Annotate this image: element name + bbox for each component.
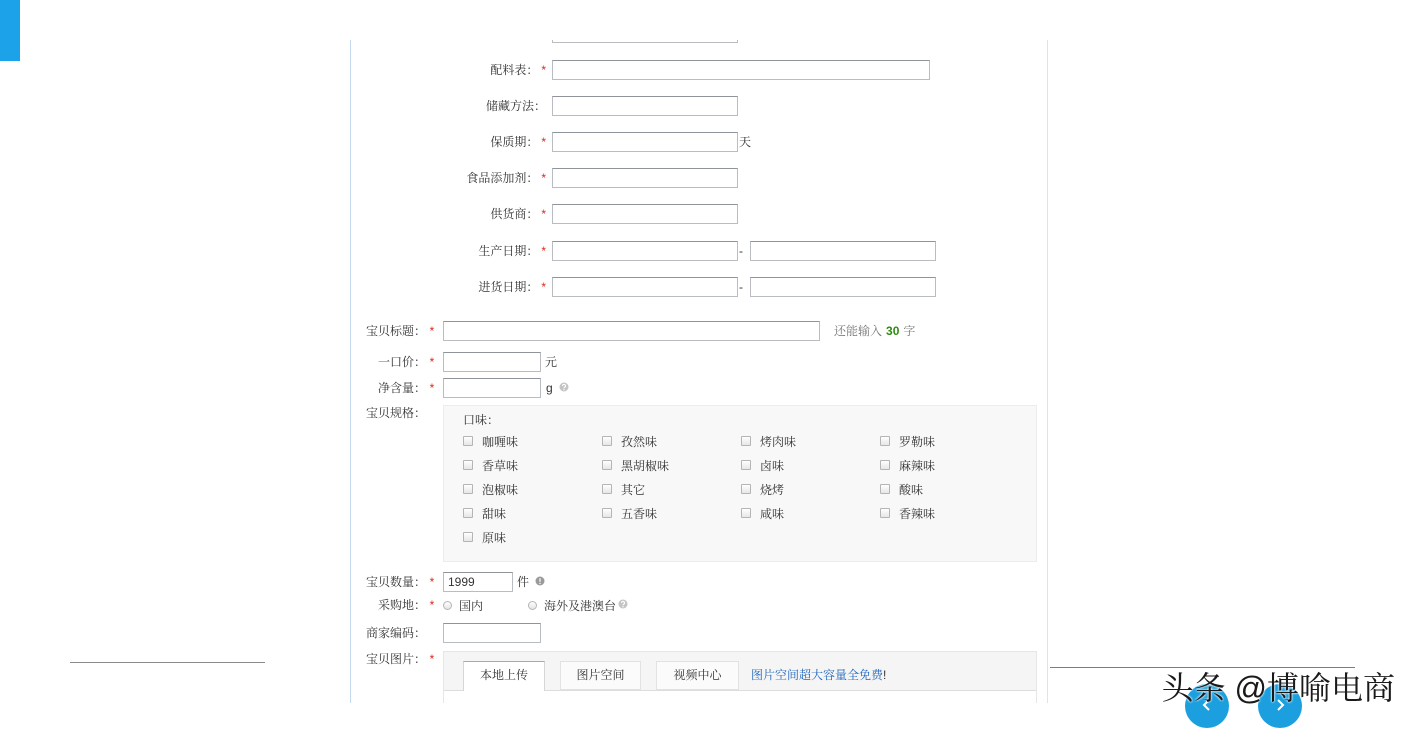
flavor-option[interactable] (741, 429, 880, 453)
flavor-checkbox[interactable] (602, 436, 612, 446)
production-date-separator: - (739, 244, 743, 258)
watermark: 头条 @博喻电商 (1161, 670, 1395, 706)
storage-method-input[interactable] (552, 96, 738, 116)
required-mark: * (429, 575, 435, 589)
flavor-option-label: 咸味 (760, 506, 785, 521)
flavor-checkbox[interactable] (880, 484, 890, 494)
flavor-checkbox[interactable] (880, 508, 890, 518)
remaining-char-count: 30 (886, 324, 900, 338)
origin-label-text: 采购地： (377, 598, 426, 612)
flavor-option[interactable] (602, 429, 741, 453)
required-mark: * (541, 244, 546, 258)
net-content-input[interactable] (443, 378, 541, 398)
flavor-option-label: 原味 (482, 530, 507, 545)
net-content-label-text: 净含量： (377, 381, 426, 395)
flavor-option-label: 香辣味 (899, 506, 936, 521)
quantity-unit: 件 (517, 575, 530, 589)
origin-label (352, 595, 438, 615)
flavor-checkbox[interactable] (463, 436, 473, 446)
flavor-option[interactable] (880, 501, 1019, 525)
required-mark: * (429, 324, 435, 338)
flavor-option[interactable] (463, 525, 602, 549)
flavor-option[interactable] (741, 501, 880, 525)
flavor-option[interactable] (602, 501, 741, 525)
ingredients-label-text: 配料表： (490, 63, 539, 77)
flavor-checkbox[interactable] (741, 436, 751, 446)
item-images-label-text: 宝贝图片： (365, 652, 426, 666)
price-label (352, 352, 438, 372)
flavor-checkbox[interactable] (602, 508, 612, 518)
flavor-option-label: 五香味 (621, 506, 658, 521)
image-space-promo (751, 661, 886, 690)
required-mark: * (429, 598, 435, 612)
flavor-option-label: 其它 (621, 482, 646, 497)
promo-suffix: ! (883, 668, 887, 682)
flavor-option[interactable] (880, 429, 1019, 453)
flavor-option[interactable] (741, 453, 880, 477)
required-mark: * (541, 171, 546, 185)
production-date-label (400, 241, 546, 261)
ingredients-input[interactable] (552, 60, 930, 80)
info-circle-icon[interactable] (535, 572, 545, 592)
question-circle-icon[interactable] (618, 598, 628, 612)
shelf-life-label-text: 保质期： (490, 135, 539, 149)
supplier-input[interactable] (552, 204, 738, 224)
required-mark: * (541, 280, 546, 294)
food-additives-input[interactable] (552, 168, 738, 188)
image-space-promo-link[interactable]: 图片空间超大容量全免费 (751, 668, 884, 682)
flavor-checkbox[interactable] (741, 460, 751, 470)
item-title-label-text: 宝贝标题： (365, 324, 426, 338)
flavor-option-label: 泡椒味 (482, 482, 519, 497)
ingredients-label (400, 60, 546, 80)
item-spec-label (352, 403, 438, 423)
origin-domestic-label: 国内 (459, 598, 484, 613)
flavor-checkbox[interactable] (880, 460, 890, 470)
flavor-checkbox[interactable] (741, 484, 751, 494)
flavor-group-label: 口味： (463, 413, 500, 427)
flavor-option-label: 罗勒味 (899, 434, 936, 449)
quantity-unit-group (517, 572, 545, 592)
shelf-life-input[interactable] (552, 132, 738, 152)
net-content-unit-group (546, 378, 569, 398)
purchase-date-separator: - (739, 280, 743, 294)
flavor-option[interactable] (463, 477, 602, 501)
item-title-input[interactable] (443, 321, 820, 341)
shelf-life-label (400, 132, 546, 152)
price-input[interactable] (443, 352, 541, 372)
flavor-option-label: 甜味 (482, 506, 507, 521)
flavor-options (463, 429, 1019, 549)
purchase-date-end-input[interactable] (750, 277, 936, 297)
counter-prefix: 还能输入 (834, 324, 883, 338)
shelf-life-unit: 天 (739, 135, 752, 149)
quantity-label-text: 宝贝数量： (365, 575, 426, 589)
flavor-option-label: 麻辣味 (899, 458, 936, 473)
supplier-label-text: 供货商： (490, 207, 539, 221)
food-additives-label-text: 食品添加剂： (466, 171, 539, 185)
counter-suffix: 字 (903, 324, 916, 338)
supplier-label (400, 204, 546, 224)
merchant-code-input[interactable] (443, 623, 541, 643)
origin-domestic-radio[interactable] (443, 601, 452, 610)
flavor-checkbox[interactable] (602, 484, 612, 494)
flavor-option[interactable] (463, 453, 602, 477)
flavor-checkbox[interactable] (463, 532, 473, 542)
flavor-option-label: 黑胡椒味 (621, 458, 670, 473)
flavor-option-label: 酸味 (899, 482, 924, 497)
flavor-option[interactable] (463, 501, 602, 525)
flavor-checkbox[interactable] (741, 508, 751, 518)
flavor-option-label: 卤味 (760, 458, 785, 473)
required-mark: * (429, 381, 435, 395)
flavor-option-label: 烧烤 (760, 482, 785, 497)
product-form (0, 40, 1415, 703)
tab-local-upload[interactable]: 本地上传 (463, 661, 545, 691)
required-mark: * (429, 355, 435, 369)
required-mark: * (429, 652, 435, 666)
flavor-option-label: 孜然味 (621, 434, 658, 449)
production-date-end-input[interactable] (750, 241, 936, 261)
flavor-option[interactable] (741, 477, 880, 501)
production-date-start-input[interactable] (552, 241, 738, 261)
item-title-label (352, 321, 438, 341)
flavor-checkbox[interactable] (463, 508, 473, 518)
item-images-label (352, 649, 438, 669)
top-field-input[interactable] (552, 40, 738, 43)
required-mark: * (541, 135, 546, 149)
flavor-checkbox[interactable] (463, 460, 473, 470)
flavor-checkbox[interactable] (880, 436, 890, 446)
flavor-option[interactable] (880, 477, 1019, 501)
flavor-checkbox[interactable] (602, 460, 612, 470)
merchant-code-label-text: 商家编码： (365, 626, 426, 640)
flavor-checkbox[interactable] (463, 484, 473, 494)
storage-method-label (400, 96, 546, 116)
tab-image-space[interactable]: 图片空间 (560, 661, 641, 690)
title-char-counter (834, 321, 915, 341)
net-content-label (352, 378, 438, 398)
merchant-code-label (352, 623, 438, 643)
tab-video-center[interactable]: 视频中心 (656, 661, 739, 690)
origin-overseas-option[interactable] (528, 595, 628, 615)
production-date-label-text: 生产日期： (478, 244, 539, 258)
net-content-unit: g (546, 381, 553, 395)
purchase-date-label-text: 进货日期： (478, 280, 539, 294)
required-mark: * (541, 63, 546, 77)
flavor-option[interactable] (602, 477, 741, 501)
purchase-date-label (400, 277, 546, 297)
question-circle-icon[interactable] (559, 378, 569, 398)
flavor-option-label: 香草味 (482, 458, 519, 473)
quantity-label (352, 572, 438, 592)
flavor-option-label: 烤肉味 (760, 434, 797, 449)
storage-method-label-text: 储藏方法： (485, 99, 546, 113)
food-additives-label (400, 168, 546, 188)
image-tab-content (444, 690, 1036, 703)
origin-overseas-radio[interactable] (528, 601, 537, 610)
origin-domestic-option[interactable] (443, 595, 483, 615)
flavor-option[interactable] (880, 453, 1019, 477)
quantity-input[interactable] (443, 572, 513, 592)
flavor-option-label: 咖喱味 (482, 434, 519, 449)
price-label-text: 一口价： (377, 355, 426, 369)
required-mark: * (541, 207, 546, 221)
flavor-option[interactable] (602, 453, 741, 477)
origin-overseas-label: 海外及港澳台 (544, 598, 617, 613)
purchase-date-start-input[interactable] (552, 277, 738, 297)
item-spec-label-text: 宝贝规格： (365, 406, 426, 420)
flavor-option[interactable] (463, 429, 602, 453)
price-unit: 元 (545, 355, 558, 369)
